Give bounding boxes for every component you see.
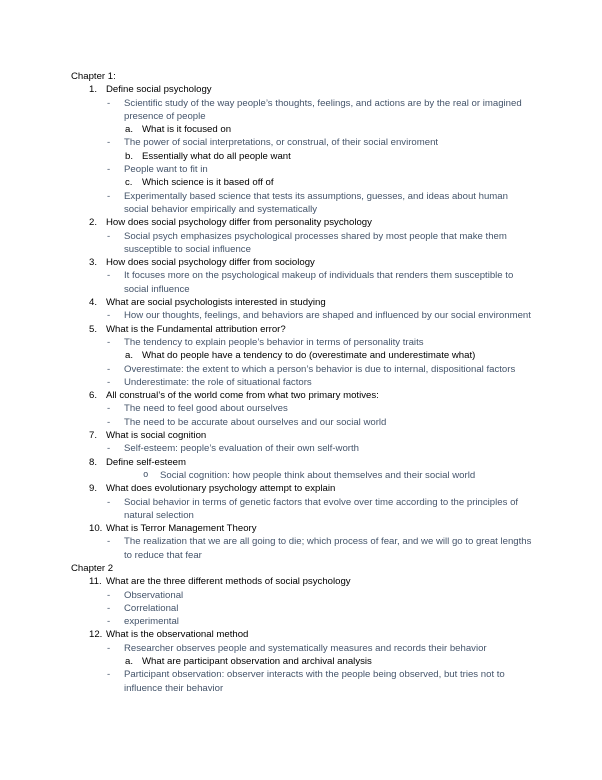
dash-marker: - (107, 363, 111, 375)
question-text: All construal’s of the world come from what two primary motives: (106, 390, 379, 402)
answer-bullet (0, 136, 602, 149)
answer-bullet (0, 363, 602, 376)
question-item (0, 429, 602, 442)
letter-marker: a. (125, 350, 134, 362)
sub-question-text: What do people have a tendency to do (overestimate and underestimate what) (142, 350, 476, 362)
sub-question-item (0, 349, 602, 362)
question-number: 12. (89, 629, 103, 641)
dash-marker: - (107, 642, 111, 654)
question-item (0, 628, 602, 641)
answer-text: The tendency to explain people’s behavior in terms of personality traits (124, 336, 424, 348)
dash-marker: - (107, 602, 111, 614)
answer-text: Correlational (124, 602, 179, 614)
answer-text: Observational (124, 589, 184, 601)
question-text: What are the three different methods of social psychology (106, 576, 351, 588)
answer-text: How our thoughts, feelings, and behaviors are shaped and influenced by our social environment (124, 310, 531, 322)
question-item (0, 456, 602, 469)
answer-text: People want to fit in (124, 164, 208, 176)
dash-marker: - (107, 403, 111, 415)
chapter-heading: Chapter 1: (71, 71, 116, 82)
answer-text: It focuses more on the psychological makeup of individuals that renders them susceptible to social influence (124, 270, 514, 295)
question-text: Define self-esteem (106, 456, 186, 468)
sub-question-text: Which science is it based off of (142, 177, 274, 189)
answer-bullet (0, 230, 602, 257)
dash-marker: - (107, 416, 111, 428)
answer-bullet (0, 535, 602, 562)
dash-marker: - (107, 137, 111, 149)
dash-marker: - (107, 669, 111, 681)
question-number: 10. (89, 523, 103, 535)
dash-marker: - (107, 536, 111, 548)
letter-marker: c. (125, 177, 133, 189)
question-item (0, 482, 602, 495)
question-item (0, 389, 602, 402)
answer-text: Scientific study of the way people’s thoughts, feelings, and actions are by the real or imagined presence of people (124, 97, 522, 122)
dash-marker: - (107, 443, 111, 455)
letter-marker: a. (125, 656, 134, 668)
dash-marker: - (107, 336, 111, 348)
question-text: What is the Fundamental attribution error? (106, 323, 286, 335)
sub-question-item (0, 655, 602, 668)
question-item (0, 256, 602, 269)
question-item (0, 296, 602, 309)
sub-question-item (0, 123, 602, 136)
question-number: 5. (89, 323, 98, 335)
answer-bullet (0, 416, 602, 429)
letter-marker: a. (125, 124, 134, 136)
document-page (0, 70, 602, 695)
circle-bullet-item (0, 469, 602, 482)
circle-bullet-icon: o (143, 469, 149, 480)
question-text: Define social psychology (106, 84, 212, 96)
answer-bullet (0, 589, 602, 602)
dash-marker: - (107, 496, 111, 508)
answer-bullet (0, 190, 602, 217)
answer-text: Self-esteem: people’s evaluation of their own self-worth (124, 443, 359, 455)
sub-question-item (0, 150, 602, 163)
dash-marker: - (107, 97, 111, 109)
question-number: 7. (89, 430, 98, 442)
sub-question-text: What are participant observation and archival analysis (142, 656, 372, 668)
question-number: 1. (89, 84, 98, 96)
dash-marker: - (107, 230, 111, 242)
answer-bullet (0, 97, 602, 124)
question-text: What are social psychologists interested in studying (106, 297, 326, 309)
dash-marker: - (107, 376, 111, 388)
answer-text: Social psych emphasizes psychological processes shared by most people that make them susceptible to social influence (124, 230, 507, 255)
answer-bullet (0, 615, 602, 628)
answer-bullet (0, 309, 602, 322)
answer-bullet (0, 163, 602, 176)
dash-marker: - (107, 589, 111, 601)
question-number: 9. (89, 483, 98, 495)
answer-text: Participant observation: observer interacts with the people being observed, but tries not to influence their behavior (124, 669, 505, 694)
question-text: How does social psychology differ from personality psychology (106, 217, 372, 229)
answer-text: experimental (124, 616, 179, 628)
question-item (0, 323, 602, 336)
answer-bullet (0, 402, 602, 415)
answer-bullet (0, 376, 602, 389)
question-item (0, 575, 602, 588)
answer-text: Overestimate: the extent to which a person’s behavior is due to internal, dispositional factors (124, 363, 516, 375)
sub-question-text: Essentially what do all people want (142, 150, 291, 162)
answer-text: The power of social interpretations, or construal, of their social enviroment (124, 137, 439, 149)
answer-text: The need to feel good about ourselves (124, 403, 288, 415)
answer-bullet (0, 269, 602, 296)
dash-marker: - (107, 190, 111, 202)
answer-text: The need to be accurate about ourselves and our social world (124, 416, 387, 428)
question-item (0, 522, 602, 535)
answer-text: Social cognition: how people think about themselves and their social world (160, 469, 476, 481)
answer-text: Researcher observes people and systematically measures and records their behavior (124, 642, 487, 654)
sub-question-item (0, 176, 602, 189)
chapter-heading: Chapter 2 (71, 562, 114, 574)
question-item (0, 216, 602, 229)
dash-marker: - (107, 310, 111, 322)
question-text: How does social psychology differ from sociology (106, 257, 315, 269)
question-number: 6. (89, 390, 98, 402)
question-text: What is Terror Management Theory (106, 523, 257, 535)
question-number: 2. (89, 217, 98, 229)
question-item (0, 83, 602, 96)
question-text: What does evolutionary psychology attempt to explain (106, 483, 336, 495)
answer-text: Underestimate: the role of situational factors (124, 376, 312, 388)
answer-bullet (0, 496, 602, 523)
question-number: 4. (89, 297, 98, 309)
answer-text: The realization that we are all going to die; which process of fear, and we will go to great lengths to reduce that fear (124, 536, 532, 561)
question-text: What is social cognition (106, 430, 207, 442)
answer-bullet (0, 336, 602, 349)
dash-marker: - (107, 270, 111, 282)
question-number: 11. (89, 576, 102, 588)
dash-marker: - (107, 616, 111, 628)
dash-marker: - (107, 164, 111, 176)
question-number: 3. (89, 257, 98, 269)
answer-text: Social behavior in terms of genetic factors that evolve over time according to the principles of natural selection (124, 496, 519, 521)
answer-bullet (0, 602, 602, 615)
question-text: What is the observational method (106, 629, 249, 641)
sub-question-text: What is it focused on (142, 124, 232, 136)
question-number: 8. (89, 456, 98, 468)
answer-text: Experimentally based science that tests its assumptions, guesses, and ideas about human social behavior empirically and systematically (124, 190, 508, 215)
answer-bullet (0, 642, 602, 655)
letter-marker: b. (125, 150, 134, 162)
answer-bullet (0, 668, 602, 695)
answer-bullet (0, 442, 602, 455)
